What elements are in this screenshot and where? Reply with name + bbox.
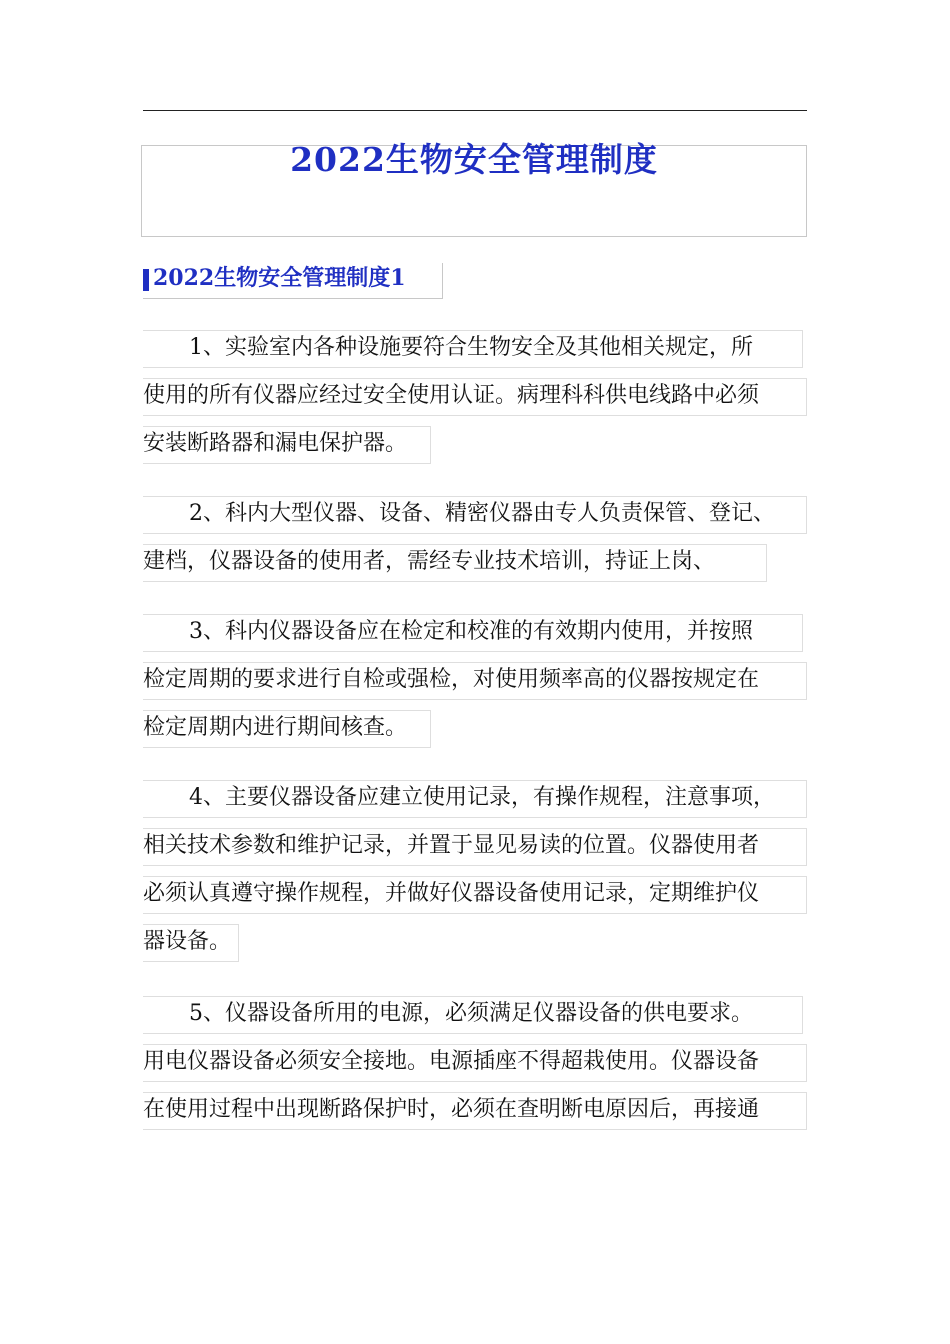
paragraph-1-line-1: 1、实验室内各种设施要符合生物安全及其他相关规定，所 [143,330,803,368]
paragraph-4-line-1: 4、主要仪器设备应建立使用记录，有操作规程，注意事项， [143,780,807,818]
paragraph-4-line-2: 相关技术参数和维护记录，并置于显见易读的位置。仪器使用者 [143,828,807,866]
paragraph-5-line-3: 在使用过程中出现断路保护时，必须在查明断电原因后，再接通 [143,1092,807,1130]
paragraph-2-line-2: 建档，仪器设备的使用者，需经专业技术培训，持证上岗、 [143,544,767,582]
paragraph-3-line-1: 3、科内仪器设备应在检定和校准的有效期内使用，并按照 [143,614,803,652]
section-heading-text: 2022生物安全管理制度1 [153,265,406,291]
paragraph-4-line-4: 器设备。 [143,924,239,962]
top-rule [143,110,807,111]
heading-marker-icon [143,269,149,291]
paragraph-3-line-2: 检定周期的要求进行自检或强检，对使用频率高的仪器按规定在 [143,662,807,700]
paragraph-5-line-1: 5、仪器设备所用的电源，必须满足仪器设备的供电要求。 [143,996,803,1034]
paragraph-2-line-1: 2、科内大型仪器、设备、精密仪器由专人负责保管、登记、 [143,496,807,534]
paragraph-1-line-2: 使用的所有仪器应经过安全使用认证。病理科科供电线路中必须 [143,378,807,416]
paragraph-4-line-3: 必须认真遵守操作规程，并做好仪器设备使用记录，定期维护仪 [143,876,807,914]
paragraph-3-line-3: 检定周期内进行期间核查。 [143,710,431,748]
section-heading [143,263,443,299]
paragraph-5-line-2: 用电仪器设备必须安全接地。电源插座不得超栽使用。仪器设备 [143,1044,807,1082]
document-title: 2022生物安全管理制度 [290,140,658,179]
paragraph-1-line-3: 安装断路器和漏电保护器。 [143,426,431,464]
